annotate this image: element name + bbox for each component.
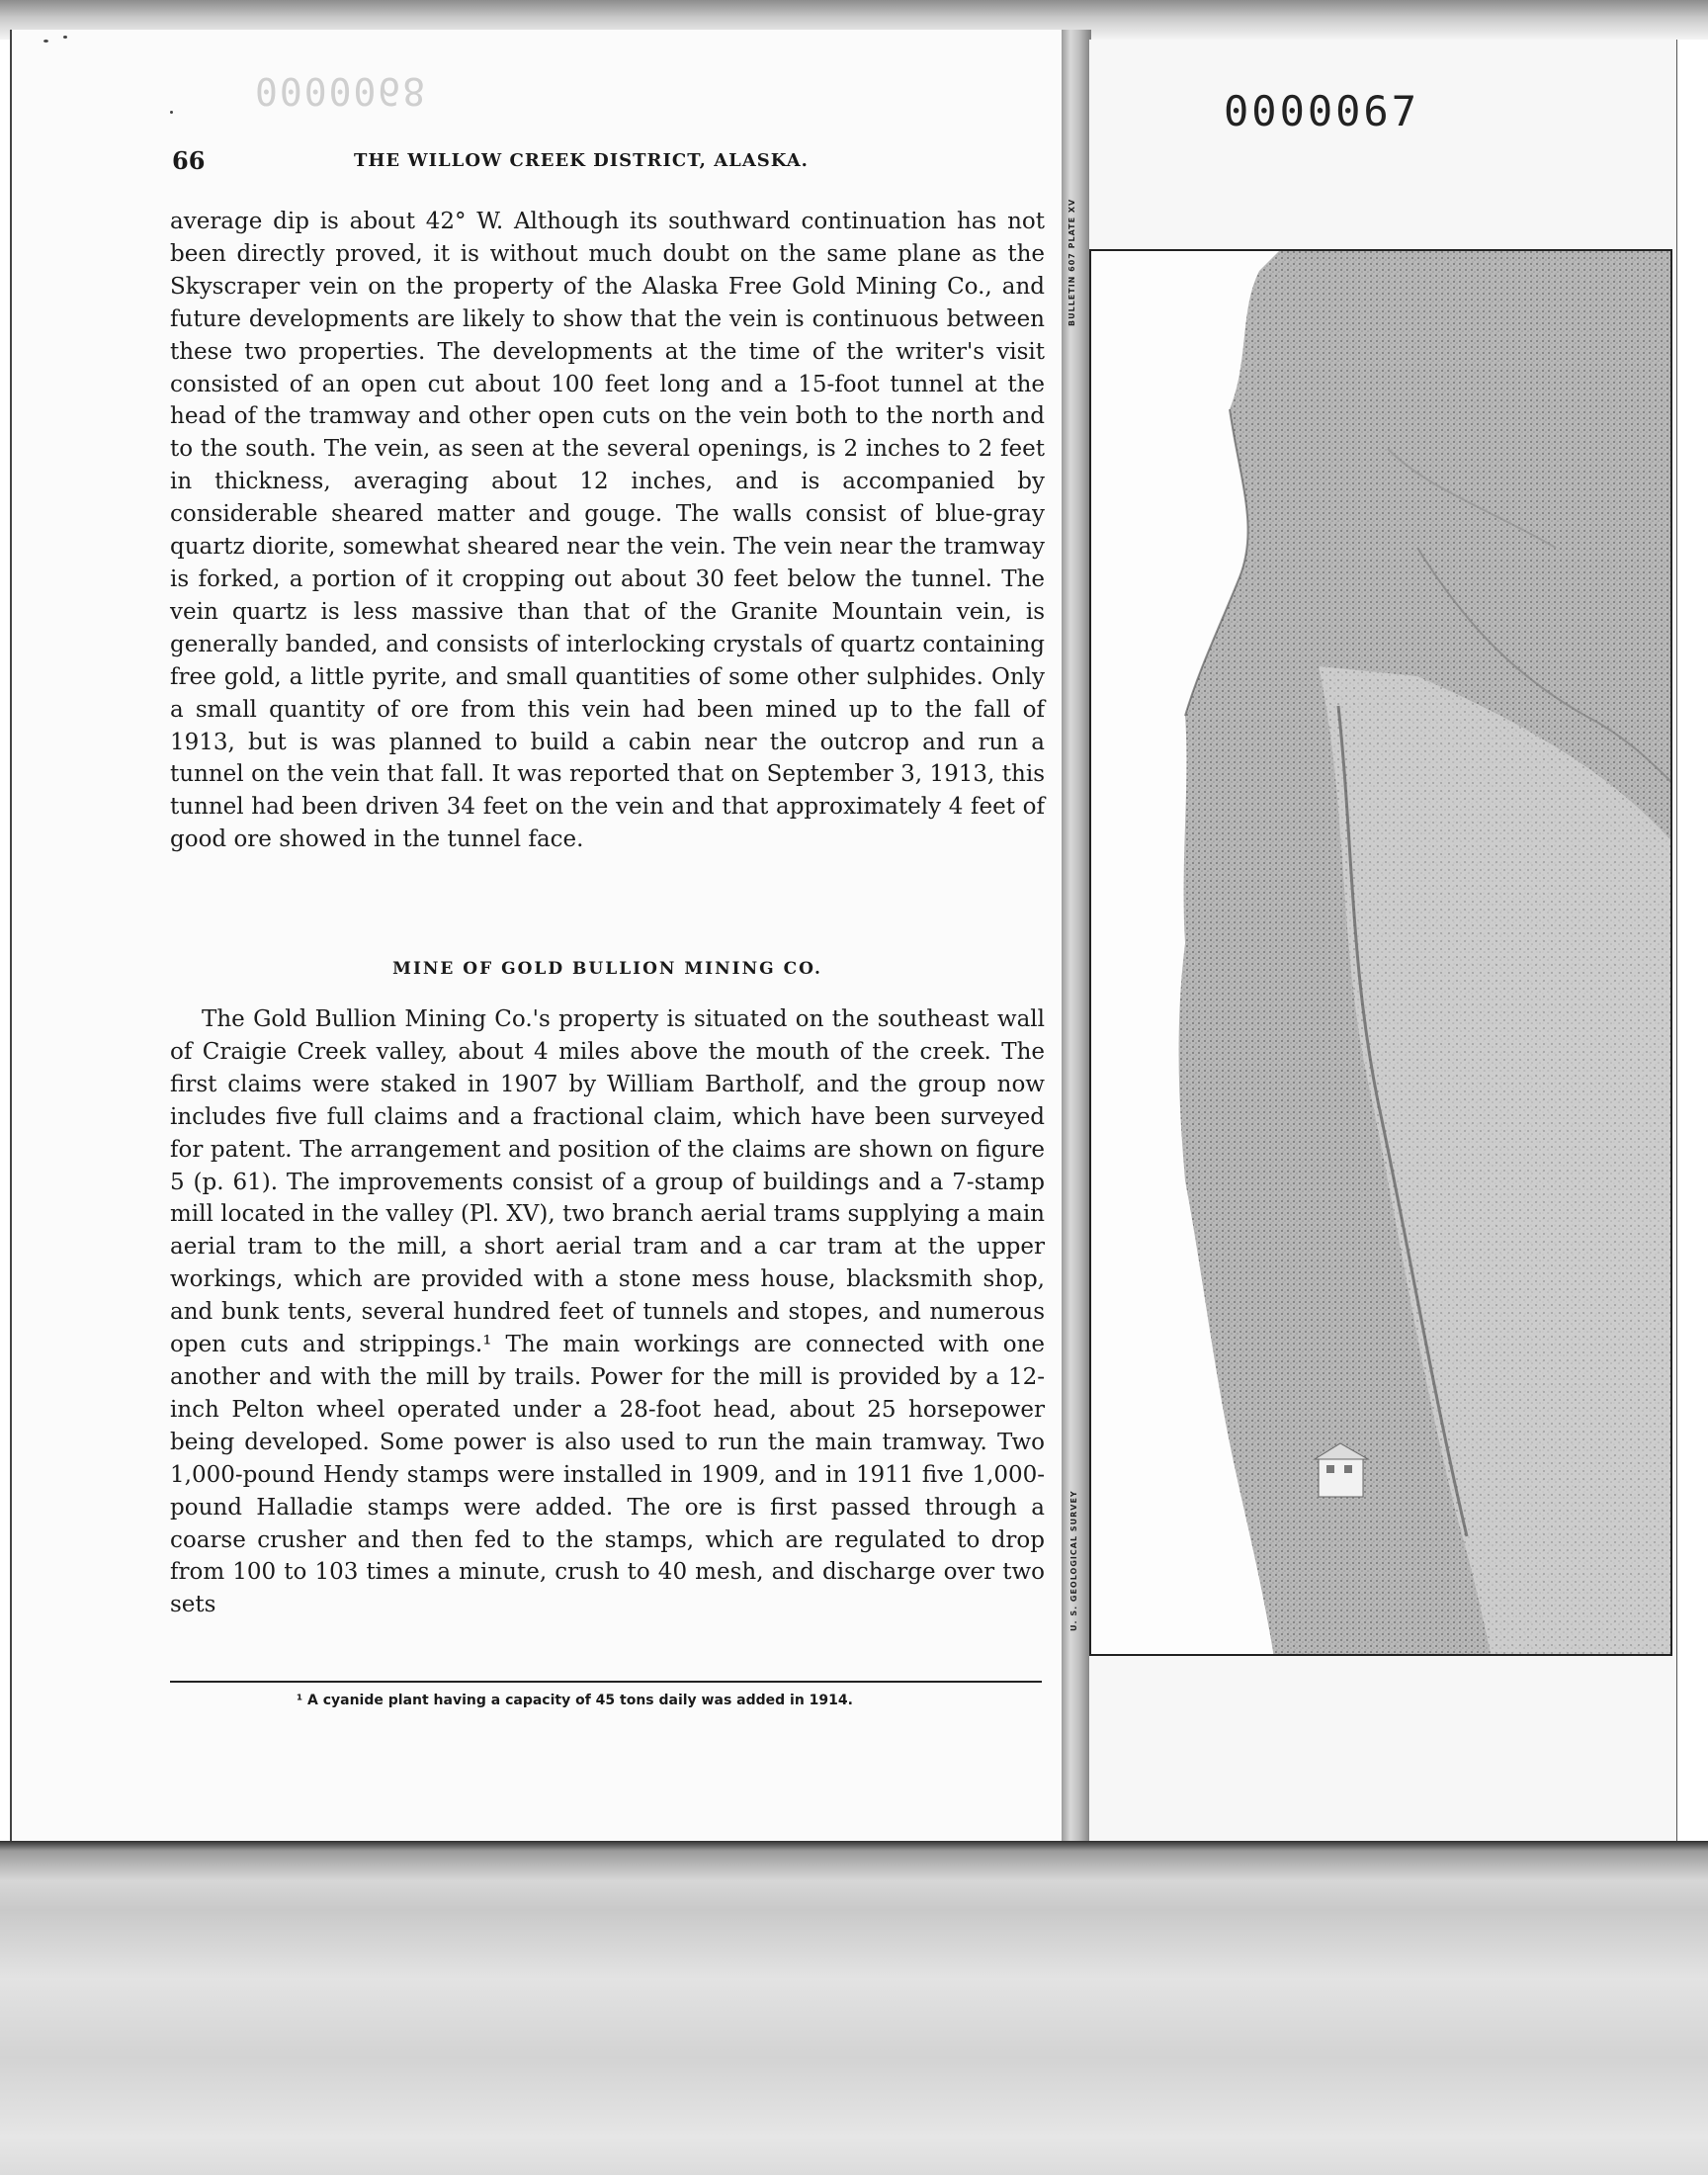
page-stamp: 0000067 [1224,87,1420,135]
plate-photograph [1089,249,1672,1656]
page-number: 66 [172,146,206,175]
footnote: ¹ A cyanide plant having a capacity of 45 tons daily was added in 1914. [297,1693,853,1708]
mountain-photo-illustration [1091,251,1672,1656]
paragraph-gold-bullion: The Gold Bullion Mining Co.'s property is situated on the southeast wall of Craigie Creek valley, about 4 miles above the mouth of the creek. The first claims were staked in 1907 by William Bartholf, and the group now includes five full claims and a fractional claim, which have been surveyed for patent. The arrangement and position of the claims are shown on figure 5 (p. 61). The improvements consist of a group of buildings and a 7-stamp mill located in the valley (Pl. XV), two branch aerial trams supplying a main aerial tram to the mill, a short aerial tram and a car tram at the upper workings, which are provided with a stone mess house, blacksmith shop, and bunk tents, several hundred feet of tunnels and stopes, and numerous open cuts and strippings.¹ The main workings are connected with one another and with the mill by trails. Power for the mill is provided by a 12-inch Pelton wheel operated under a 28-foot head, about 25 horsepower being developed. Some power is also used to run the main tramway. Two 1,000-pound Hendy stamps were installed in 1909, and in 1911 five 1,000-pound Halladie stamps were added. The ore is first passed through a coarse crusher and then fed to the stamps, which are regulated to drop from 100 to 103 times a minute, crush to 40 mesh, and discharge over two sets [170,1006,1045,1618]
scan-shadow-bottom [0,1841,1708,2175]
scan-speck [43,40,48,43]
plate-caption-bottom: U. S. GEOLOGICAL SURVEY [1069,1490,1078,1631]
footnote-rule [170,1681,1042,1683]
ghost-page-stamp: 0000068 [255,69,428,113]
scan-speck [63,36,67,39]
section-heading: MINE OF GOLD BULLION MINING CO. [392,959,822,979]
plate-caption-top: BULLETIN 607 PLATE XV [1068,198,1076,326]
running-head: THE WILLOW CREEK DISTRICT, ALASKA. [354,150,809,171]
scan-speck [170,111,173,114]
paragraph-continuation: average dip is about 42° W. Although its southward continuation has not been directly proved, it is without much doubt on the same plane as the Skyscraper vein on the property of the Alaska Free Gold Mining Co., and future developments are likely to show that the vein is continuous between these two properties. The developments at the time of the writer's visit consisted of an open cut about 100 feet long and a 15-foot tunnel at the head of the tramway and other open cuts on the vein both to the north and to the south. The vein, as seen at the several openings, is 2 inches to 2 feet in thickness, averaging about 12 inches, and is accompanied by considerable sheared matter and gouge. The walls consist of blue-gray quartz diorite, somewhat sheared near the vein. The vein near the tramway is forked, a portion of it cropping out about 30 feet below the tunnel. The vein quartz is less massive than that of the Granite Mountain vein, is generally banded, and consists of interlocking crystals of quartz containing free gold, a little pyrite, and small quantities of some other sulphides. Only a small quantity of ore from this vein had been mined up to the fall of 1913, but is was planned to build a cabin near the outcrop and run a tunnel on the vein that fall. It was reported that on September 3, 1913, this tunnel had been driven 34 feet on the vein and that approximately 4 feet of good ore showed in the tunnel face. [170,209,1045,853]
